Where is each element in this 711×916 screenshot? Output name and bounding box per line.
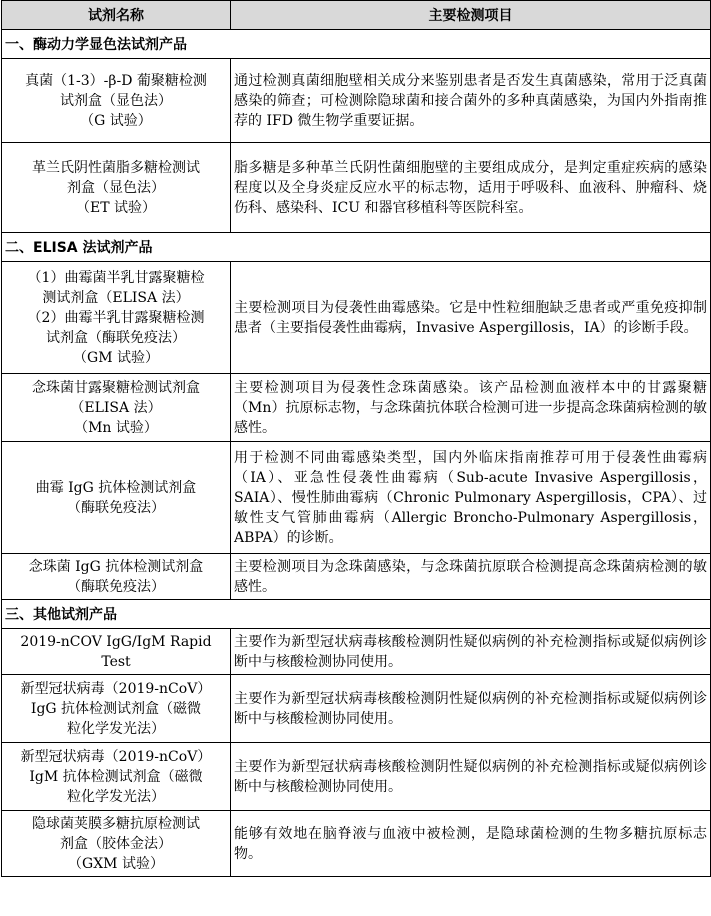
table-row <box>2 262 711 374</box>
section-title: 二、ELISA 法试剂产品 <box>2 233 711 262</box>
test-description-cell: 通过检测真菌细胞壁相关成分来鉴别患者是否发生真菌感染，常用于泛真菌感染的筛查；可检测除隐球菌和接合菌外的多种真菌感染，为国内外指南推荐的 IFD 微生物学重要证据。 <box>231 59 711 143</box>
reagent-name-cell: 新型冠状病毒（2019-nCoV） IgM 抗体检测试剂盒（磁微 粒化学发光法） <box>2 743 231 811</box>
reagent-name-cell: 2019-nCOV IgG/IgM Rapid Test <box>2 629 231 675</box>
table-row <box>2 743 711 811</box>
test-description-cell: 主要作为新型冠状病毒核酸检测阴性疑似病例的补充检测指标或疑似病例诊断中与核酸检测协同使用。 <box>231 675 711 743</box>
reagent-name-cell: 隐球菌荚膜多糖抗原检测试 剂盒（胶体金法） （GXM 试验） <box>2 811 231 877</box>
reagent-name-cell: 新型冠状病毒（2019-nCoV） IgG 抗体检测试剂盒（磁微 粒化学发光法） <box>2 675 231 743</box>
reagent-name-cell: 革兰氏阴性菌脂多糖检测试 剂盒（显色法） （ET 试验） <box>2 143 231 233</box>
section-row <box>2 600 711 629</box>
header-reagent-name: 试剂名称 <box>2 1 231 30</box>
header-main-test-items: 主要检测项目 <box>231 1 711 30</box>
table-row <box>2 811 711 877</box>
test-description-cell: 主要检测项目为侵袭性曲霉感染。它是中性粒细胞缺乏患者或严重免疫抑制患者（主要指侵袭性曲霉病，Invasive Aspergillosis，IA）的诊断手段。 <box>231 262 711 374</box>
reagent-name-cell: 曲霉 IgG 抗体检测试剂盒 （酶联免疫法） <box>2 442 231 554</box>
section-title: 一、酶动力学显色法试剂产品 <box>2 30 711 59</box>
reagent-name-cell: 真菌（1-3）-β-D 葡聚糖检测 试剂盒（显色法） （G 试验） <box>2 59 231 143</box>
table-header-row <box>2 1 711 30</box>
test-description-cell: 脂多糖是多种革兰氏阴性菌细胞壁的主要组成成分，是判定重症疾病的感染程度以及全身炎症反应水平的标志物，适用于呼吸科、血液科、肿瘤科、烧伤科、感染科、ICU 和器官移植科等医院科室。 <box>231 143 711 233</box>
table-row <box>2 442 711 554</box>
table-row <box>2 675 711 743</box>
test-description-cell: 主要检测项目为侵袭性念珠菌感染。该产品检测血液样本中的甘露聚糖（Mn）抗原标志物，与念珠菌抗体联合检测可进一步提高念珠菌病检测的敏感性。 <box>231 374 711 442</box>
table-row <box>2 143 711 233</box>
test-description-cell: 主要作为新型冠状病毒核酸检测阴性疑似病例的补充检测指标或疑似病例诊断中与核酸检测协同使用。 <box>231 629 711 675</box>
test-description-cell: 主要作为新型冠状病毒核酸检测阴性疑似病例的补充检测指标或疑似病例诊断中与核酸检测协同使用。 <box>231 743 711 811</box>
table-row <box>2 554 711 600</box>
section-title: 三、其他试剂产品 <box>2 600 711 629</box>
test-description-cell: 主要检测项目为念珠菌感染，与念珠菌抗原联合检测提高念珠菌病检测的敏感性。 <box>231 554 711 600</box>
test-description-cell: 用于检测不同曲霉感染类型，国内外临床指南推荐可用于侵袭性曲霉病（IA）、亚急性侵袭性曲霉病（Sub-acute Invasive Aspergillosis，SAIA）、慢性肺曲霉病（Chronic Pulmonary Aspergillosis，CPA）、过敏性支气管肺曲霉病（Allergic Broncho-Pulmonary Aspergillosis，ABPA）的诊断。 <box>231 442 711 554</box>
reagent-table <box>1 0 711 877</box>
table-row <box>2 374 711 442</box>
test-description-cell: 能够有效地在脑脊液与血液中被检测，是隐球菌检测的生物多糖抗原标志物。 <box>231 811 711 877</box>
reagent-name-cell: 念珠菌甘露聚糖检测试剂盒 （ELISA 法） （Mn 试验） <box>2 374 231 442</box>
reagent-name-cell: （1）曲霉菌半乳甘露聚糖检 测试剂盒（ELISA 法） （2）曲霉半乳甘露聚糖检测 试剂盒（酶联免疫法） （GM 试验） <box>2 262 231 374</box>
section-row <box>2 30 711 59</box>
table-row <box>2 59 711 143</box>
section-row <box>2 233 711 262</box>
table-row <box>2 629 711 675</box>
table-body <box>2 30 711 877</box>
reagent-name-cell: 念珠菌 IgG 抗体检测试剂盒 （酶联免疫法） <box>2 554 231 600</box>
